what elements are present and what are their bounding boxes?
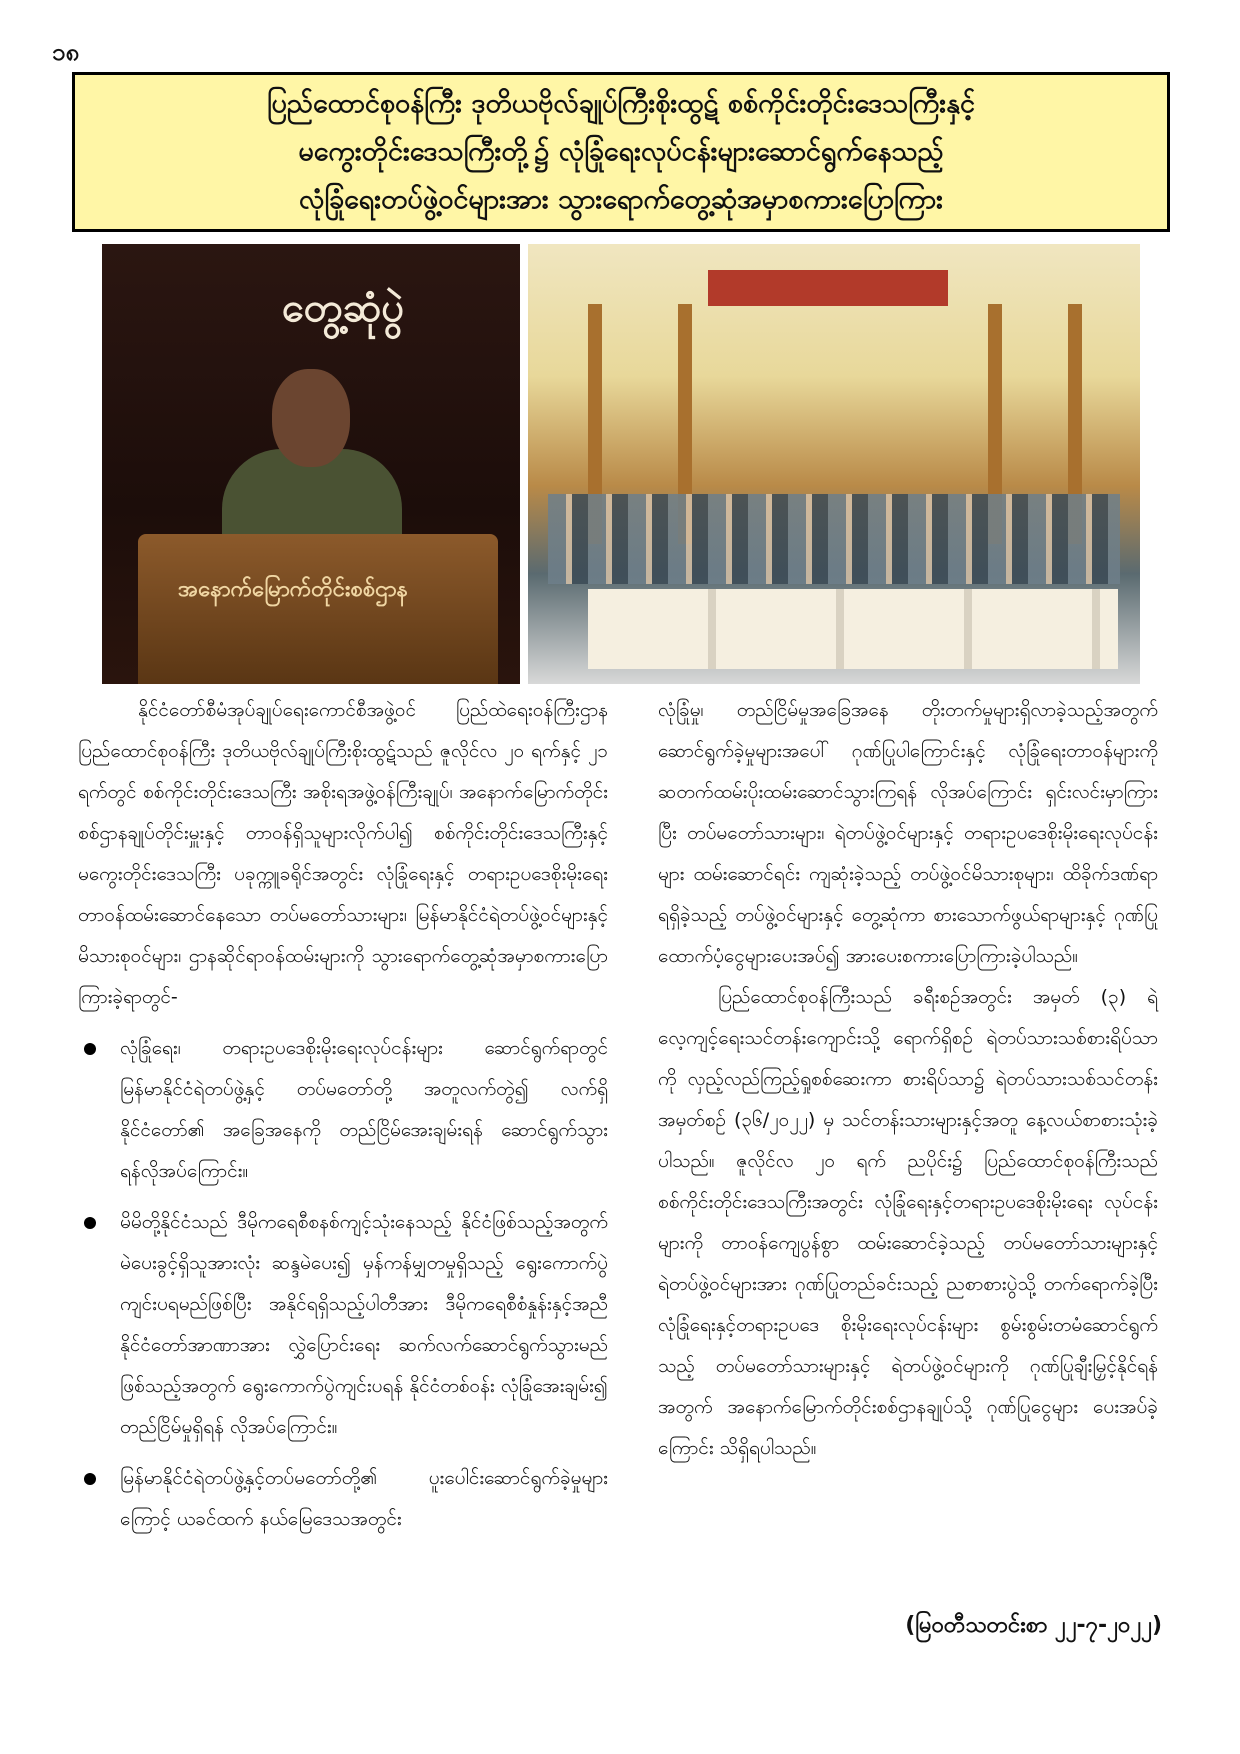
- podium: [138, 534, 498, 684]
- news-photos: [102, 244, 1140, 684]
- article-paragraph: လုံခြုံမှု၊ တည်ငြိမ်မှုအခြေအနေ တိုးတက်မှုများရှိလာခဲ့သည့်အတွက် ဆောင်ရွက်ခဲ့မှုများအပေါ် ဂုဏ်ပြုပါကြောင်းနှင့် လုံခြုံရေးတာဝန်များကို ဆတက်ထမ်းပိုးထမ်းဆောင်သွားကြရန် လိုအပ်ကြောင်း ရှင်းလင်းမှာကြားပြီး တပ်မတော်သားများ၊ ရဲတပ်ဖွဲ့ဝင်များနှင့် တရားဥပဒေစိုးမိုးရေးလုပ်ငန်းများ ထမ်းဆောင်ရင်း ကျဆုံးခဲ့သည့် တပ်ဖွဲ့ဝင်မိသားစုများ၊ ထိခိုက်ဒဏ်ရာရရှိခဲ့သည့် တပ်ဖွဲ့ဝင်များနှင့် တွေ့ဆုံကာ စားသောက်ဖွယ်ရာများနှင့် ဂုဏ်ပြုထောက်ပံ့ငွေများပေးအပ်၍ အားပေးစကားပြောကြားခဲ့ပါသည်။: [658, 699, 1158, 967]
- meeting-banner-text: တွေ့ဆုံပွဲ: [282, 285, 405, 331]
- bullet-text: လုံခြုံရေး၊ တရားဥပဒေစိုးမိုးရေးလုပ်ငန်းများ ဆောင်ရွက်ရာတွင် မြန်မာနိုင်ငံရဲတပ်ဖွဲ့နှင့် တပ်မတော်တို့ အတူလက်တွဲ၍ လက်ရှိနိုင်ငံတော်၏ အခြေအနေကို တည်ငြိမ်အေးချမ်းရန် ဆောင်ရွက်သွားရန်လိုအပ်ကြောင်း။: [120, 1037, 608, 1182]
- speaker-figure-head: [272, 369, 350, 467]
- bullet-point: [78, 1458, 608, 1540]
- headline-box: [72, 72, 1170, 232]
- article-right-column: [658, 690, 1158, 1469]
- bullet-point: [78, 1028, 608, 1192]
- headline-line-3: လုံခြုံရေးတပ်ဖွဲ့ဝင်များအား သွားရောက်တွေ့ဆုံအမှာစကားပြောကြား: [299, 184, 943, 215]
- audience-photo: [528, 244, 1140, 684]
- podium-text: အနောက်မြောက်တိုင်းစစ်ဌာန: [178, 577, 408, 602]
- page-number: ၁၈: [52, 38, 80, 66]
- seated-audience: [548, 494, 1120, 584]
- bullet-icon: [84, 1473, 96, 1485]
- article-intro-paragraph: နိုင်ငံတော်စီမံအုပ်ချုပ်ရေးကောင်စီအဖွဲ့ဝင် ပြည်ထဲရေးဝန်ကြီးဌာန ပြည်ထောင်စုဝန်ကြီး ဒုတိယဗိုလ်ချုပ်ကြီးစိုးထွဋ်သည် ဇူလိုင်လ ၂၀ ရက်နှင့် ၂၁ ရက်တွင် စစ်ကိုင်းတိုင်းဒေသကြီး အစိုးရအဖွဲ့ဝန်ကြီးချုပ်၊ အနောက်မြောက်တိုင်းစစ်ဌာနချုပ်တိုင်းမှူးနှင့် တာဝန်ရှိသူများလိုက်ပါ၍ စစ်ကိုင်းတိုင်းဒေသကြီးနှင့် မကွေးတိုင်းဒေသကြီး ပခုက္ကူခရိုင်အတွင်း လုံခြုံရေးနှင့် တရားဥပဒေစိုးမိုးရေးတာဝန်ထမ်းဆောင်နေသော တပ်မတော်သားများ၊ မြန်မာနိုင်ငံရဲတပ်ဖွဲ့ဝင်များနှင့် မိသားစုဝင်များ၊ ဌာနဆိုင်ရာဝန်ထမ်းများကို သွားရောက်တွေ့ဆုံအမှာစကားပြောကြားခဲ့ရာတွင်-: [78, 699, 608, 1008]
- headline-line-1: ပြည်ထောင်စုဝန်ကြီး ဒုတိယဗိုလ်ချုပ်ကြီးစိုးထွဋ် စစ်ကိုင်းတိုင်းဒေသကြီးနှင့်: [266, 88, 976, 119]
- bullet-icon: [84, 1217, 96, 1229]
- bullet-text: မြန်မာနိုင်ငံရဲတပ်ဖွဲ့နှင့်တပ်မတော်တို့၏ ပူးပေါင်းဆောင်ရွက်ခဲ့မှုများကြောင့် ယခင်ထက် နယ်မြေဒေသအတွင်း: [120, 1467, 608, 1530]
- front-tables: [588, 589, 1118, 669]
- stage-banner: [708, 270, 948, 306]
- source-credit: (မြဝတီသတင်းစာ ၂၂-၇-၂၀၂၂): [905, 1613, 1162, 1638]
- bullet-icon: [84, 1043, 96, 1055]
- headline-line-2: မကွေးတိုင်းဒေသကြီးတို့၌ လုံခြုံရေးလုပ်ငန်းများဆောင်ရွက်နေသည့်: [298, 136, 944, 167]
- article-left-column: [78, 690, 608, 1540]
- bullet-text: မိမိတို့နိုင်ငံသည် ဒီမိုကရေစီစနစ်ကျင့်သုံးနေသည့် နိုင်ငံဖြစ်သည့်အတွက် မဲပေးခွင့်ရှိသူအားလုံး ဆန္ဒမဲပေး၍ မှန်ကန်မျှတမှုရှိသည့် ရွေးကောက်ပွဲကျင်းပရမည်ဖြစ်ပြီး အနိုင်ရရှိသည့်ပါတီအား ဒီမိုကရေစီစံနှုန်းနှင့်အညီ နိုင်ငံတော်အာဏာအား လွှဲပြောင်းရေး ဆက်လက်ဆောင်ရွက်သွားမည် ဖြစ်သည့်အတွက် ရွေးကောက်ပွဲကျင်းပရန် နိုင်ငံတစ်ဝန်း လုံခြုံအေးချမ်း၍ တည်ငြိမ်မှုရှိရန် လိုအပ်ကြောင်း။: [120, 1211, 608, 1438]
- speaker-photo: [102, 244, 520, 684]
- bullet-point: [78, 1202, 608, 1448]
- article-paragraph: ပြည်ထောင်စုဝန်ကြီးသည် ခရီးစဉ်အတွင်း အမှတ် (၃) ရဲလေ့ကျင့်ရေးသင်တန်းကျောင်းသို့ ရောက်ရှိစဉ် ရဲတပ်သားသစ်စားရိပ်သာကို လှည့်လည်ကြည့်ရှုစစ်ဆေးကာ စားရိပ်သာ၌ ရဲတပ်သားသစ်သင်တန်း အမှတ်စဉ် (၃၆/၂၀၂၂) မှ သင်တန်းသားများနှင့်အတူ နေ့လယ်စာစားသုံးခဲ့ပါသည်။ ဇူလိုင်လ ၂၀ ရက် ညပိုင်း၌ ပြည်ထောင်စုဝန်ကြီးသည် စစ်ကိုင်းတိုင်းဒေသကြီးအတွင်း လုံခြုံရေးနှင့်တရားဥပဒေစိုးမိုးရေး လုပ်ငန်းများကို တာဝန်ကျေပွန်စွာ ထမ်းဆောင်ခဲ့သည့် တပ်မတော်သားများနှင့် ရဲတပ်ဖွဲ့ဝင်များအား ဂုဏ်ပြုတည်ခင်းသည့် ညစာစားပွဲသို့ တက်ရောက်ခဲ့ပြီး လုံခြုံရေးနှင့်တရားဥပဒေ စိုးမိုးရေးလုပ်ငန်းများ စွမ်းစွမ်းတမံဆောင်ရွက်သည့် တပ်မတော်သားများနှင့် ရဲတပ်ဖွဲ့ဝင်များကို ဂုဏ်ပြုချီးမြှင့်နိုင်ရန်အတွက် အနောက်မြောက်တိုင်းစစ်ဌာနချုပ်သို့ ဂုဏ်ပြုငွေများ ပေးအပ်ခဲ့ကြောင်း သိရှိရပါသည်။: [658, 986, 1158, 1459]
